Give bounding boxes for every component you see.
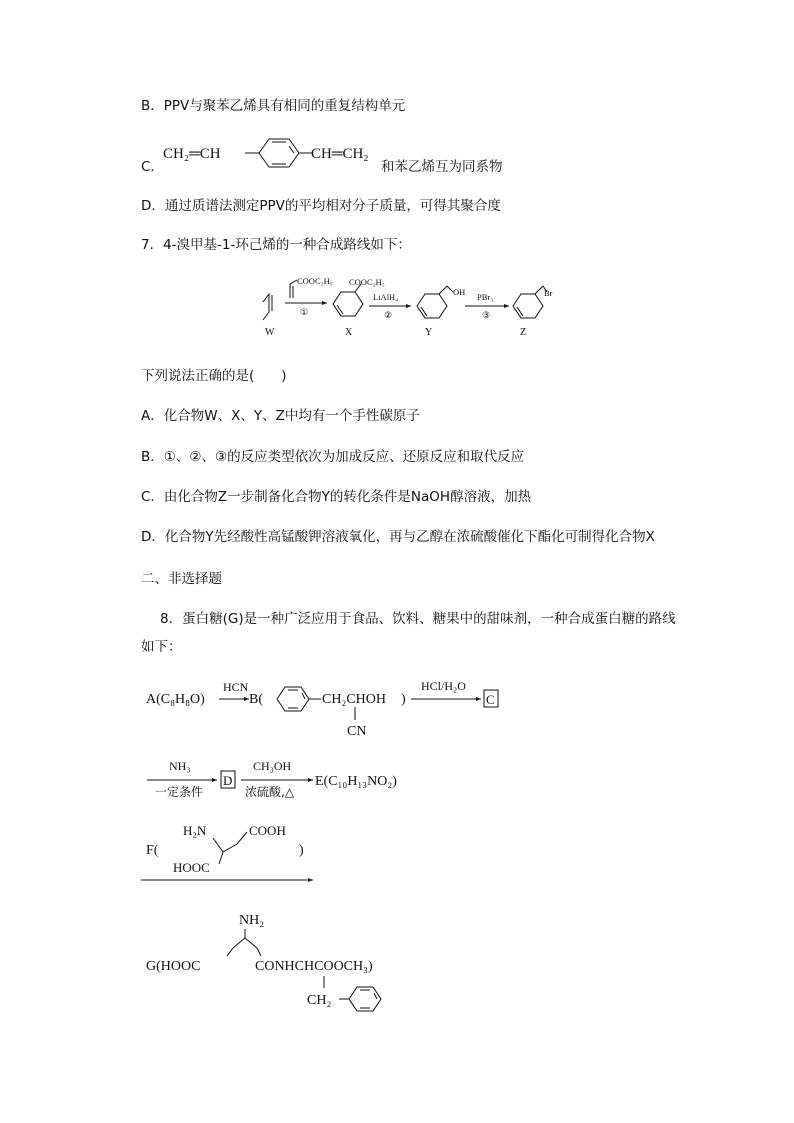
- q8-scheme-row-2: [141, 756, 451, 806]
- product-x-sub: COOC₂H₅: [349, 277, 385, 287]
- q6-benzene-ring-icon: [245, 136, 317, 170]
- g-conh: CONHCHCOOCH₃): [255, 959, 373, 974]
- q6-formula-right: CH═CH₂: [311, 146, 369, 162]
- q6-option-d: D．通过质谱法测定PPV的平均相对分子质量，可得其聚合度: [141, 198, 501, 214]
- f-nh2: H₂N: [183, 823, 207, 838]
- label-y: Y: [425, 327, 433, 338]
- reagent-3: PBr₃: [477, 292, 494, 302]
- q7-synthesis-scheme: [255, 274, 555, 344]
- y-group: OH: [453, 287, 466, 297]
- q7-option-b: B．①、②、③的反应类型依次为加成反应、还原反应和取代反应: [141, 449, 525, 465]
- f-cooh: COOH: [249, 823, 286, 838]
- q6-option-b: B．PPV与聚苯乙烯具有相同的重复结构单元: [141, 98, 406, 114]
- q6-option-c-text: 和苯乙烯互为同系物: [381, 159, 503, 175]
- section-heading: 二、非选择题: [141, 571, 222, 587]
- reagent-hcn: HCN: [223, 680, 249, 694]
- q8-scheme-row-1: [141, 672, 521, 742]
- f-hooc: HOOC: [173, 860, 210, 875]
- compound-a: A(C₈H₈O): [146, 692, 205, 707]
- b-chain: CH₂CHOH: [322, 692, 386, 707]
- q7-question: 下列说法正确的是( ): [141, 368, 287, 384]
- condition-1: 一定条件: [155, 785, 204, 799]
- compound-f-open: F(: [146, 843, 159, 858]
- compound-b-open: B(: [249, 692, 263, 707]
- q7-stem: 7．4-溴甲基-1-环己烯的一种合成路线如下：: [141, 237, 411, 253]
- compound-e: E(C₁₀H₁₃NO₂): [315, 774, 397, 789]
- reagent-nh3: NH₃: [169, 759, 191, 773]
- q6-option-c: [141, 136, 561, 175]
- q7-option-d: D．化合物Y先经酸性高锰酸钾溶液氧化，再与乙醇在浓硫酸催化下酯化可制得化合物X: [141, 529, 655, 545]
- step-1: ①: [300, 308, 309, 318]
- f-close: ): [299, 843, 304, 858]
- label-z: Z: [520, 327, 527, 338]
- g-hooc: G(HOOC: [146, 959, 201, 974]
- g-ch2: CH₂: [307, 993, 332, 1008]
- q8-compound-g: [141, 906, 421, 1026]
- compound-c: C: [486, 692, 495, 707]
- step-2: ②: [384, 311, 393, 321]
- q6-option-c-label: C．: [141, 159, 164, 175]
- label-x: X: [345, 327, 353, 338]
- q7-option-c: C．由化合物Z一步制备化合物Y的转化条件是NaOH醇溶液，加热: [141, 489, 532, 505]
- compound-d: D: [223, 773, 233, 788]
- reagent-1: COOC₂H₅: [297, 276, 333, 286]
- reagent-2: LiAlH₄: [373, 292, 399, 302]
- q8-stem-line-2: 如下：: [141, 639, 182, 655]
- label-w: W: [265, 327, 275, 338]
- g-nh2: NH₂: [239, 913, 265, 928]
- reagent-hcl: HCl/H₂O: [421, 679, 466, 693]
- q8-scheme-row-3: [141, 818, 341, 886]
- z-group: Br: [544, 288, 553, 298]
- reagent-ch3oh: CH₃OH: [253, 759, 292, 773]
- b-close: ): [401, 692, 406, 707]
- condition-2: 浓硫酸,△: [245, 785, 295, 799]
- q7-option-a: A．化合物W、X、Y、Z中均有一个手性碳原子: [141, 408, 420, 424]
- q8-stem-line-1: 8．蛋白糖(G)是一种广泛应用于食品、饮料、糖果中的甜味剂，一种合成蛋白糖的路线: [160, 611, 676, 627]
- b-cn: CN: [347, 724, 367, 739]
- q6-formula-left: CH₂═CH: [163, 146, 221, 162]
- step-3: ③: [482, 311, 491, 321]
